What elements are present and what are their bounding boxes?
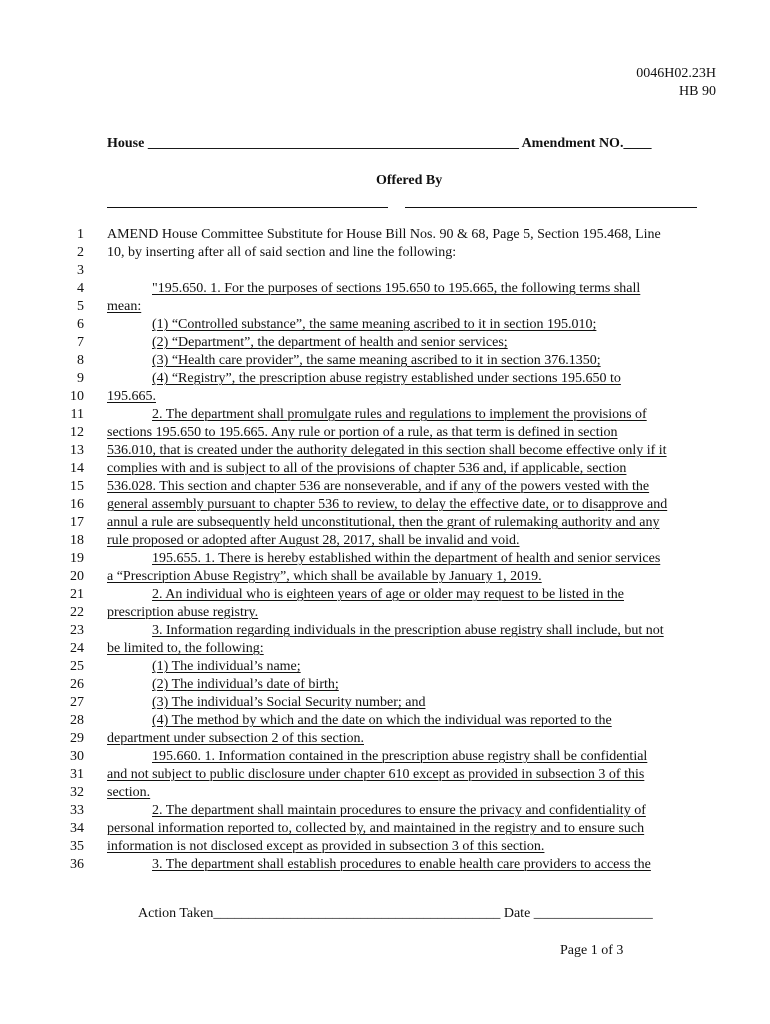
line-number: 4 [77,281,84,296]
document-line [0,334,770,352]
line-text: (4) “Registry”, the prescription abuse registry established under sections 195.650 to [152,371,621,386]
document-line [0,442,770,460]
line-number: 34 [70,821,84,836]
line-text: (4) The method by which and the date on which the individual was reported to the [152,713,612,728]
bill-number: HB 90 [679,84,716,99]
line-text: (3) The individual’s Social Security number; and [152,695,426,710]
line-number: 21 [70,587,84,602]
line-text: general assembly pursuant to chapter 536 to review, to delay the effective date, or to disapprove and [107,497,668,512]
line-text: 2. The department shall promulgate rules and regulations to implement the provisions of [152,407,647,422]
line-number: 31 [70,767,84,782]
document-line [0,550,770,568]
line-text: (3) “Health care provider”, the same meaning ascribed to it in section 376.1350; [152,353,601,368]
line-number: 3 [77,263,84,278]
line-text: (1) The individual’s name; [152,659,301,674]
line-number: 6 [77,317,84,332]
document-line [0,388,770,406]
line-text: (2) The individual’s date of birth; [152,677,339,692]
line-text: department under subsection 2 of this section. [107,731,364,746]
line-number: 20 [70,569,84,584]
document-line [0,658,770,676]
line-text: 195.660. 1. Information contained in the prescription abuse registry shall be confidential [152,749,648,764]
line-number: 32 [70,785,84,800]
document-line [0,262,770,280]
house-amendment-line: House _____________________________________________________ Amendment NO.____ [107,136,652,151]
signature-rule-left [107,207,388,208]
line-number: 11 [70,407,84,422]
line-text: 10, by inserting after all of said section and line the following: [107,245,457,260]
document-line [0,730,770,748]
line-text: complies with and is subject to all of the provisions of chapter 536 and, if applicable, section [107,461,627,476]
line-number: 29 [70,731,84,746]
document-line [0,478,770,496]
line-number: 36 [70,857,84,872]
document-line [0,640,770,658]
line-text: a “Prescription Abuse Registry”, which shall be available by January 1, 2019. [107,569,542,584]
document-line [0,748,770,766]
document-line [0,406,770,424]
line-text: 195.665. [107,389,156,404]
amendment-text [0,226,770,874]
line-number: 28 [70,713,84,728]
action-taken-line: Action Taken_________________________________________ Date _________________ [138,906,653,921]
line-text: (2) “Department”, the department of health and senior services; [152,335,508,350]
line-text: "195.650. 1. For the purposes of sections 195.650 to 195.665, the following terms shall [152,281,641,296]
line-text: 2. An individual who is eighteen years of age or older may request to be listed in the [152,587,624,602]
line-text: and not subject to public disclosure under chapter 610 except as provided in subsection 3 of this [107,767,645,782]
document-line [0,370,770,388]
document-line [0,568,770,586]
document-line [0,856,770,874]
line-text: be limited to, the following: [107,641,264,656]
line-number: 10 [70,389,84,404]
line-text: 195.655. 1. There is hereby established within the department of health and senior services [152,551,661,566]
line-number: 35 [70,839,84,854]
document-line [0,712,770,730]
line-number: 25 [70,659,84,674]
signature-rule-right [405,207,697,208]
offered-by-heading: Offered By [376,173,443,188]
document-line [0,784,770,802]
line-number: 9 [77,371,84,386]
line-text: prescription abuse registry. [107,605,259,620]
line-text: sections 195.650 to 195.665. Any rule or portion of a rule, as that term is defined in section [107,425,618,440]
document-line [0,586,770,604]
line-text: 3. The department shall establish procedures to enable health care providers to access the [152,857,651,872]
document-line [0,820,770,838]
line-number: 8 [77,353,84,368]
line-text: AMEND House Committee Substitute for House Bill Nos. 90 & 68, Page 5, Section 195.468, Line [107,227,661,242]
document-line [0,298,770,316]
line-text: annul a rule are subsequently held unconstitutional, then the grant of rulemaking authority and any [107,515,660,530]
line-number: 16 [70,497,84,512]
line-number: 18 [70,533,84,548]
line-number: 24 [70,641,84,656]
line-number: 33 [70,803,84,818]
line-number: 15 [70,479,84,494]
line-text: 2. The department shall maintain procedures to ensure the privacy and confidentiality of [152,803,646,818]
line-number: 12 [70,425,84,440]
line-text: 3. Information regarding individuals in the prescription abuse registry shall include, but not [152,623,664,638]
line-text: personal information reported to, collected by, and maintained in the registry and to ensure such [107,821,645,836]
page-number: Page 1 of 3 [560,943,624,958]
line-number: 1 [77,227,84,242]
document-line [0,622,770,640]
document-line [0,226,770,244]
document-line [0,244,770,262]
document-code: 0046H02.23H [636,66,716,81]
document-line [0,802,770,820]
line-number: 13 [70,443,84,458]
line-number: 23 [70,623,84,638]
line-number: 22 [70,605,84,620]
line-text: section. [107,785,151,800]
document-line [0,424,770,442]
document-line [0,514,770,532]
line-number: 30 [70,749,84,764]
document-line [0,460,770,478]
line-number: 2 [77,245,84,260]
line-text: (1) “Controlled substance”, the same meaning ascribed to it in section 195.010; [152,317,597,332]
document-line [0,280,770,298]
document-line [0,838,770,856]
document-line [0,352,770,370]
line-text: rule proposed or adopted after August 28, 2017, shall be invalid and void. [107,533,520,548]
line-text: 536.028. This section and chapter 536 are nonseverable, and if any of the powers vested with the [107,479,650,494]
line-text: mean: [107,299,142,314]
line-number: 26 [70,677,84,692]
line-number: 7 [77,335,84,350]
line-number: 14 [70,461,84,476]
document-line [0,676,770,694]
document-line [0,604,770,622]
document-line [0,694,770,712]
line-number: 19 [70,551,84,566]
line-number: 27 [70,695,84,710]
document-line [0,316,770,334]
line-text: information is not disclosed except as provided in subsection 3 of this section. [107,839,545,854]
line-text: 536.010, that is created under the authority delegated in this section shall become effective only if it [107,443,667,458]
document-line [0,766,770,784]
document-line [0,496,770,514]
line-number: 17 [70,515,84,530]
document-line [0,532,770,550]
line-number: 5 [77,299,84,314]
